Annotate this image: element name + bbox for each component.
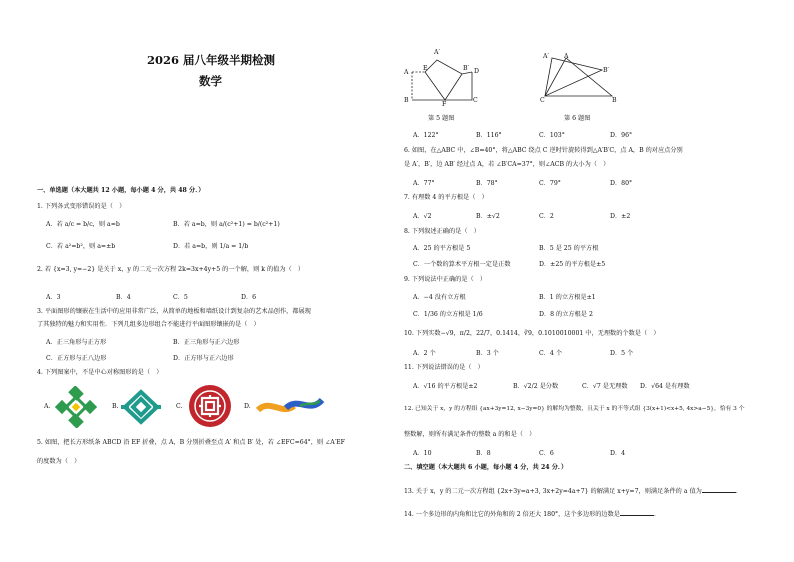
- fig6-label-b: B: [612, 97, 617, 104]
- q14-line: 14. 一个多边形的内角和比它的外角和的 2 倍还大 180°，这个多边形的边数是 ．: [404, 511, 661, 518]
- q1-option-b: B．若 a=b，则 a/(c²+1) = b/(c²+1): [173, 221, 280, 228]
- q1-stem: 1. 下列各式变形错误的是（ ）: [37, 203, 126, 210]
- q7-option-b: B．±√2: [476, 213, 500, 220]
- section2-heading: 二、填空题（本大题共 6 小题，每小题 4 分，共 24 分．）: [404, 464, 568, 471]
- fig5-label-f: F: [442, 101, 447, 108]
- q2-option-a: A．3: [46, 294, 61, 301]
- q11-stem: 11. 下列说法错误的是（ ）: [404, 364, 484, 371]
- q7-option-a: A．√2: [413, 213, 432, 220]
- fig5-label-a: A: [404, 69, 409, 76]
- q9-option-a: A．−4 没有立方根: [413, 294, 466, 301]
- q1-option-a: A．若 a/c = b/c，则 a=b: [46, 221, 120, 228]
- fig5-label-d: D: [474, 68, 479, 75]
- q7-option-c: C．2: [539, 213, 554, 220]
- fig5-caption: 第 5 题图: [428, 115, 455, 122]
- q9-option-b: B．1 的立方根是±1: [539, 294, 596, 301]
- fig5-label-a-prime: A′: [434, 49, 440, 56]
- q9-option-c: C．1/36 的立方根是 1/6: [413, 311, 483, 318]
- q7-option-d: D．±2: [610, 213, 631, 220]
- exam-title: 2026 届八年级半期检测: [147, 53, 276, 67]
- q1-option-c: C．若 a²=b²，则 a=±b: [46, 243, 116, 250]
- q5-option-c: C．103°: [539, 132, 565, 139]
- q5-option-b: B．116°: [476, 132, 502, 139]
- q6-option-b: B．78°: [476, 180, 498, 187]
- q4-option-c: C.: [176, 403, 183, 410]
- q8-option-c: C．一个数的算术平方根一定是正数: [413, 261, 511, 268]
- q11-option-d: D．√64 是有理数: [640, 383, 690, 390]
- q3-line2: 了其独特的魅力和实用性．下列几组多边形组合不能进行平面图形镶嵌的是（ ）: [37, 321, 260, 328]
- q4-option-b: B.: [112, 403, 119, 410]
- q10-option-c: C．4 个: [539, 350, 563, 357]
- q8-option-d: D．±25 的平方根是±5: [539, 261, 606, 268]
- q4-option-d: D.: [244, 403, 251, 410]
- fig6-caption: 第 6 题图: [564, 115, 591, 122]
- q1-option-d: D．若 a=b，则 1/a = 1/b: [173, 243, 249, 250]
- q2-option-c: C．5: [173, 294, 188, 301]
- q5-option-d: D．96°: [610, 132, 633, 139]
- q12-line1: 12. 已知关于 x，y 的方程组 {ax+3y=12, x−3y=0} 的解均为整数，且关于 x 的不等式组 {3(x+1)<x+5, 4x>a−5}，恰有 3 个: [404, 406, 745, 412]
- q6-line1: 6. 如图，在△ABC 中，∠B=40°，将△ABC 绕点 C 逆时针旋转得到△A′B′C，点 A，B 的对应点分别: [404, 147, 683, 154]
- fig5-label-e: E: [423, 65, 428, 72]
- q8-stem: 8. 下列叙述正确的是（ ）: [404, 228, 480, 235]
- q6-option-d: D．80°: [610, 180, 633, 187]
- q6-line2: 是 A′，B′，边 AB′ 经过点 A，若 ∠B′CA=37°，则∠ACB 的大小为（ ）: [404, 161, 610, 168]
- q6-option-a: A．77°: [413, 180, 435, 187]
- q11-option-a: A．√16 的平方根是±2: [413, 383, 478, 390]
- q3-option-c: C．正方形与正八边形: [46, 355, 107, 362]
- fig6-label-c: C: [540, 97, 545, 104]
- q6-option-c: C．79°: [539, 180, 561, 187]
- q12-line2: 整数解，则所有满足条件的整数 a 的和是（ ）: [404, 431, 536, 438]
- q3-option-a: A．正三角形与正方形: [46, 339, 107, 346]
- q9-stem: 9. 下列说法中正确的是（ ）: [404, 276, 487, 283]
- q12-option-b: B．8: [476, 450, 491, 457]
- q2-option-b: B．4: [116, 294, 131, 301]
- q13-line: 13. 关于 x，y 的二元一次方程组 {2x+3y=a+3, 3x+2y=4a+7} 的解满足 x+y=7，则满足条件的 a 值为 ．: [404, 488, 743, 495]
- q11-option-b: B．√2/2 是分数: [513, 383, 559, 390]
- q2-stem: 2. 若 {x=3, y=−2} 是关于 x，y 的二元一次方程 2k=3x+4y+5 的一个解，则 k 的值为（ ）: [37, 266, 305, 273]
- q5-line1: 5. 如图，把长方形纸条 ABCD 沿 EF 折叠，点 A，B 分别折叠至点 A′ 和点 B′ 处，若 ∠EFC=64°，则 ∠A′EF: [37, 439, 345, 446]
- q10-option-d: D．5 个: [610, 350, 634, 357]
- wave-ribbon-logo-icon: [256, 392, 326, 418]
- q9-option-d: D．8 的立方根是 2: [539, 311, 593, 318]
- q8-option-b: B．5 是 25 的平方根: [539, 245, 599, 252]
- fig5-label-b: B: [404, 97, 409, 104]
- teal-knot-logo-icon: [119, 386, 163, 428]
- fig6-label-a: A: [564, 53, 569, 60]
- q12-option-d: D．4: [610, 450, 626, 457]
- red-circle-emblem-icon: [187, 383, 233, 429]
- q12-option-a: A．10: [413, 450, 432, 457]
- q7-stem: 7. 有理数 4 的平方根是（ ）: [404, 194, 488, 201]
- fig5-label-c: C: [473, 97, 478, 104]
- q8-option-a: A．25 的平方根是 5: [413, 245, 471, 252]
- green-cross-logo-icon: [55, 386, 97, 428]
- q4-stem: 4. 下列图案中，不是中心对称图形的是（ ）: [37, 369, 163, 376]
- q2-option-d: D．6: [241, 294, 257, 301]
- q10-option-b: B．3 个: [476, 350, 499, 357]
- q5-line2: 的度数为（ ）: [37, 458, 81, 465]
- q13-answer-blank[interactable]: [702, 486, 736, 493]
- subject-title: 数学: [199, 74, 222, 88]
- q14-stem: 14. 一个多边形的内角和比它的外角和的 2 倍还大 180°，这个多边形的边数是: [404, 511, 620, 518]
- q3-option-b: B．正三角形与正六边形: [173, 339, 240, 346]
- q10-stem: 10. 下列实数−√9，π/2，22/7，0.1414，∛9，0.1010010001 中，无理数的个数是（ ）: [404, 330, 660, 337]
- q14-answer-blank[interactable]: [620, 509, 654, 516]
- q10-option-a: A．2 个: [413, 350, 436, 357]
- q3-option-d: D．正方形与正六边形: [173, 355, 234, 362]
- figure-6-diagram: [540, 52, 620, 104]
- q11-option-c: C．√7 是无理数: [582, 383, 628, 390]
- q13-stem: 13. 关于 x，y 的二元一次方程组 {2x+3y=a+3, 3x+2y=4a+7} 的解满足 x+y=7，则满足条件的 a 值为: [404, 488, 702, 495]
- q12-option-c: C．6: [539, 450, 554, 457]
- fig6-label-a-prime: A′: [543, 53, 549, 60]
- section1-heading: 一、单选题（本大题共 12 小题，每小题 4 分，共 48 分．）: [37, 187, 205, 194]
- q5-option-a: A．122°: [413, 132, 439, 139]
- q4-option-a: A.: [44, 403, 51, 410]
- q3-line1: 3. 平面图形的镶嵌在生活中的应用非常广泛，从简单的地板和墙纸设计到复杂的艺术品创作，都展现: [37, 308, 311, 315]
- fig6-label-b-prime: B′: [603, 67, 609, 74]
- fig5-label-b-prime: B′: [463, 65, 469, 72]
